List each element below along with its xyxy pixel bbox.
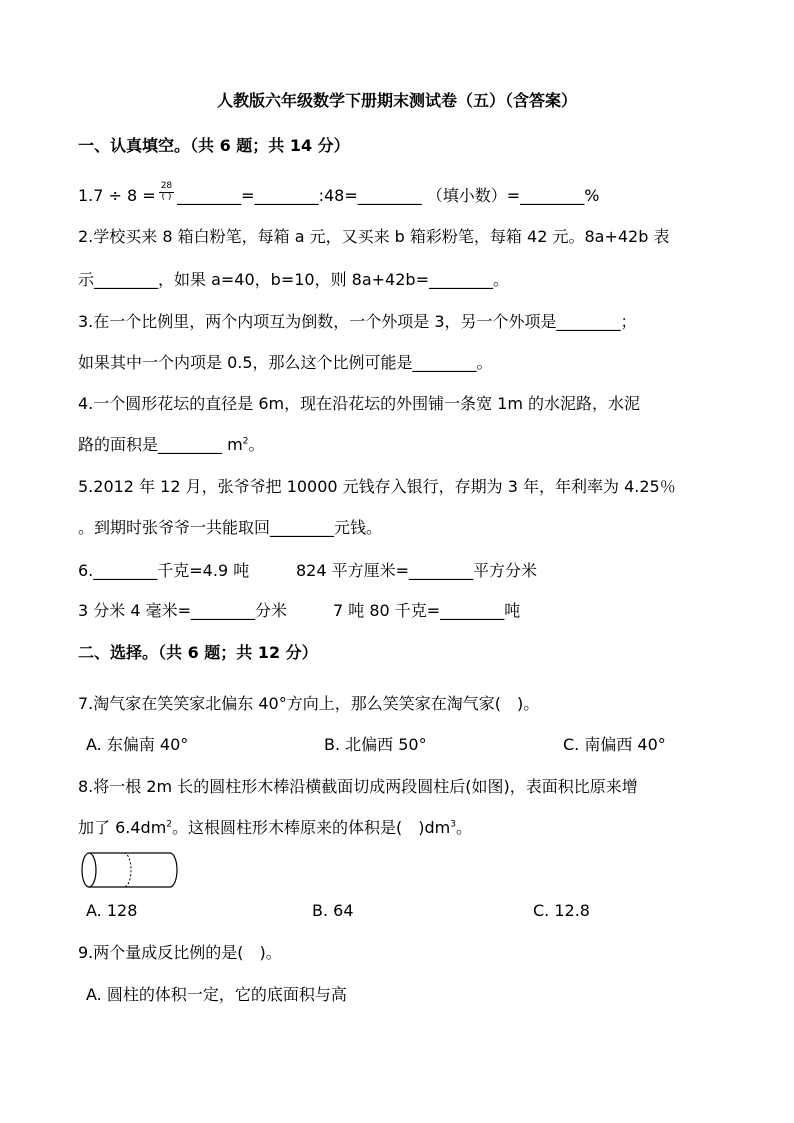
question-6a: 6.________千克=4.9 吨 — [78, 561, 250, 580]
question-3-line-2: 如果其中一个内项是 0.5，那么这个比例可能是________。 — [78, 353, 493, 372]
q4-line-2-text: 路的面积是________ m — [78, 435, 243, 454]
question-5-line-1: 5.2012 年 12 月，张爷爷把 10000 元钱存入银行，存期为 3 年，年利率为 4.25％ — [78, 477, 676, 496]
question-6d: 7 吨 80 千克=________吨 — [333, 601, 521, 620]
q7-option-b: B. 北偏西 50° — [324, 735, 427, 754]
question-6c: 3 分米 4 毫米=________分米 — [78, 601, 288, 620]
question-4-line-2 — [78, 437, 264, 453]
question-1 — [78, 181, 600, 207]
q1-fraction-denominator: ( ) — [161, 191, 172, 202]
q1-fraction-numerator: 28 — [160, 181, 173, 191]
q8-sup-squared: 2 — [166, 819, 173, 830]
section-1-heading: 一、认真填空。（共 6 题；共 14 分） — [78, 136, 350, 155]
question-5-line-2: 。到期时张爷爷一共能取回________元钱。 — [78, 518, 383, 537]
q8-line-2a: 加了 6.4dm — [78, 818, 167, 837]
cylinder-figure — [80, 850, 180, 890]
question-8-line-1: 8.将一根 2m 长的圆柱形木棒沿横截面切成两段圆柱后(如图)，表面积比原来增 — [78, 777, 638, 796]
question-2-line-2: 示________，如果 a=40，b=10，则 8a+42b=________。 — [78, 270, 509, 289]
question-4-line-1: 4.一个圆形花坛的直径是 6m，现在沿花坛的外围铺一条宽 1m 的水泥路，水泥 — [78, 394, 641, 413]
question-9-stem: 9.两个量成反比例的是( )。 — [78, 943, 282, 962]
question-3-line-1: 3.在一个比例里，两个内项互为倒数，一个外项是 3，另一个外项是________； — [78, 312, 637, 331]
q1-suffix: ________=________:48=________ （填小数）=________% — [177, 185, 600, 205]
page-title: 人教版六年级数学下册期末测试卷（五）（含答案） — [216, 91, 577, 110]
q1-prefix: 1.7 ÷ 8 = — [78, 185, 156, 205]
q8-line-2b: 。这根圆柱形木棒原来的体积是( )dm — [172, 818, 451, 837]
question-2-line-1: 2.学校买来 8 箱白粉笔，每箱 a 元，又买来 b 箱彩粉笔，每箱 42 元。8a+42b 表 — [78, 227, 670, 246]
question-8-line-2 — [78, 820, 472, 836]
q8-option-a: A. 128 — [86, 901, 138, 920]
question-7-stem: 7.淘气家在笑笑家北偏东 40°方向上，那么笑笑家在淘气家( )。 — [78, 694, 540, 713]
q7-option-a: A. 东偏南 40° — [86, 735, 189, 754]
q8-option-b: B. 64 — [312, 901, 354, 920]
q4-line-2-end: 。 — [248, 435, 265, 454]
q7-option-c: C. 南偏西 40° — [563, 735, 666, 754]
cylinder-right-face — [170, 853, 177, 887]
q9-option-a: A. 圆柱的体积一定，它的底面积与高 — [86, 985, 347, 1004]
section-2-heading: 二、选择。（共 6 题；共 12 分） — [78, 643, 318, 662]
q4-squared: 2 — [242, 436, 249, 447]
q8-option-c: C. 12.8 — [533, 901, 590, 920]
q8-line-2c: 。 — [455, 818, 472, 837]
q1-fraction — [159, 182, 174, 203]
q8-sup-cubed: 3 — [450, 819, 456, 830]
question-6b: 824 平方厘米=________平方分米 — [296, 561, 538, 580]
cylinder-cut-line — [124, 853, 131, 887]
cylinder-left-face — [82, 853, 96, 887]
